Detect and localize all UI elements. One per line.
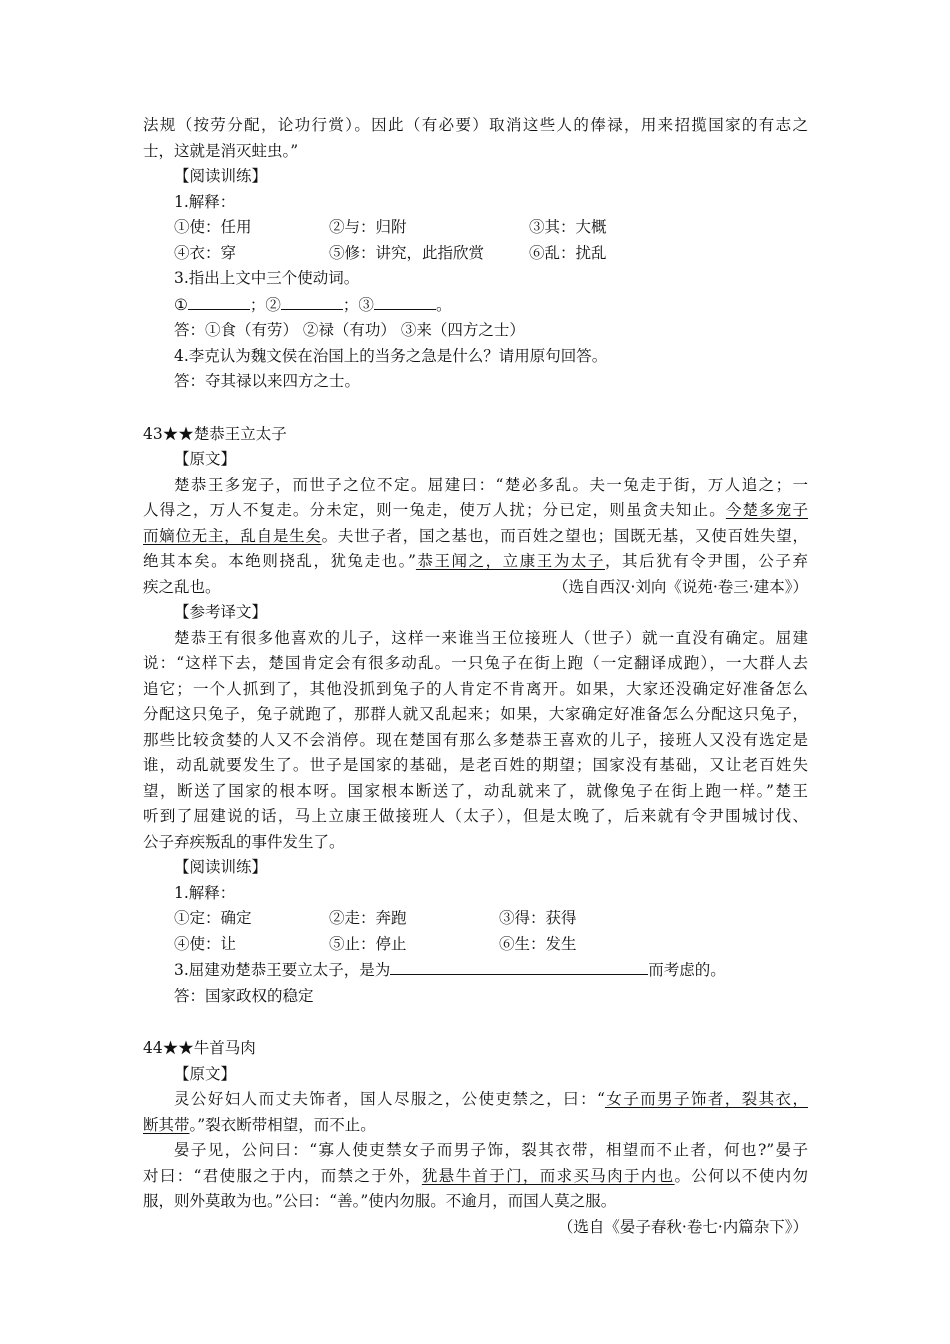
s43-original-line: 楚恭王多宠子，而世子之位不定。屈建曰：“楚必多乱。夫一兔走于街，万人追之；一 (174, 475, 808, 494)
blank-marker: ① (174, 295, 188, 314)
text: 。公何以不使内勿 (674, 1166, 808, 1185)
answer-blank[interactable] (374, 292, 436, 310)
s43-translation-label: 【参考译文】 (174, 603, 268, 621)
prev-q1: 1.解释： (174, 192, 236, 211)
prev-training-label: 【阅读训练】 (174, 167, 268, 185)
text: 而考虑的。 (648, 961, 726, 979)
s43-translation-line: 追它；一个人抓到了，其他没抓到兔子的人肯定不肯离开。如果，大家还没确定好准备怎么 (143, 679, 808, 698)
prev-translation-line: 士，这就是消灭蛀虫。” (143, 141, 299, 160)
s43-a3: 答：国家政权的稳定 (174, 986, 314, 1005)
s44-original-line (143, 1113, 808, 1139)
definition: ⑤修：讲究，此指欣赏 (329, 243, 485, 262)
prev-q4: 4.李克认为魏文侯在治国上的当务之急是什么？请用原句回答。 (174, 346, 608, 365)
s44-original-label: 【原文】 (174, 1064, 237, 1083)
definition: ⑥生：发生 (499, 934, 577, 953)
s43-original-label: 【原文】 (174, 450, 237, 468)
text: 灵公好妇人而丈夫饰者，国人尽服之，公使吏禁之，曰：“ (174, 1090, 605, 1108)
answer-blank[interactable] (390, 957, 648, 975)
s44-source-citation: （选自《晏子春秋·卷七·内篇杂下》） (557, 1217, 808, 1236)
s43-defs-row (143, 932, 808, 958)
underlined-text: 今楚多宠子 (725, 501, 808, 519)
text: 。”裂衣断带相望，而不止。 (189, 1115, 376, 1134)
s43-translation-line: 公子弃疾叛乱的事件发生了。 (143, 832, 345, 851)
s43-translation-line: 分配这只兔子，兔子就跑了，那群人就又乱起来；如果，大家确定好准备怎么分配这只兔子， (143, 705, 808, 723)
definition: ①定：确定 (174, 909, 252, 927)
text: 3.屈建劝楚恭王要立太子，是为 (174, 961, 391, 979)
s44-original-line (143, 1164, 808, 1190)
s44-original-line (143, 1087, 808, 1113)
underlined-text: 恭王闻之，立康王为太子 (415, 552, 605, 570)
answer-blank[interactable] (188, 292, 250, 310)
definition: ⑥乱：扰乱 (529, 243, 607, 262)
text: 绝其本矣。本绝则挠乱，犹兔走也。” (143, 552, 416, 570)
document-page (143, 113, 808, 1240)
prev-defs-row (143, 241, 808, 267)
definition: ④使：让 (174, 934, 237, 953)
blank-marker: ；② (249, 295, 281, 314)
text: 人得之，万人不复走。分未定，则一兔走，使万人扰；分已定，则虽贪夫知止。 (143, 501, 726, 519)
prev-q3-blanks (143, 292, 808, 319)
section-43-title: 43★★楚恭王立太子 (143, 424, 287, 443)
underlined-text: 而嫡位无主，乱自是生矣 (143, 526, 322, 545)
punct: 。 (435, 295, 452, 314)
s44-original-line: 晏子见，公问曰：“寡人使吏禁女子而男子饰，裂其衣带，相望而不止者，何也?”晏子 (174, 1141, 808, 1159)
prev-translation-line: 法规（按劳分配，论功行赏）。因此（有必要）取消这些人的俸禄，用来招揽国家的有志之 (143, 116, 808, 134)
s43-translation-line: 说：“这样下去，楚国肯定会有很多动乱。一只兔子在街上跑（一定翻译成跑），一大群人去 (143, 654, 808, 672)
section-44-title: 44★★牛首马肉 (143, 1039, 256, 1057)
prev-a3: 答：①食（有劳） ②禄（有功） ③来（四方之士） (174, 321, 525, 339)
text: 对曰：“君使服之于内，而禁之于外， (143, 1166, 422, 1185)
definition: ⑤止：停止 (329, 934, 407, 953)
s44-original-line: 服，则外莫敢为也。”公曰：“善。”使内勿服。不逾月，而国人莫之服。 (143, 1192, 617, 1210)
blank-marker: ；③ (342, 295, 374, 314)
s43-translation-line: 那些比较贪婪的人又不会消停。现在楚国有那么多楚恭王喜欢的儿子，接班人又没有选定是 (143, 730, 808, 749)
definition: ②走：奔跑 (329, 909, 407, 927)
text: ，其后犹有令尹围，公子弃 (604, 552, 808, 570)
s43-q3 (143, 957, 808, 984)
underlined-text: 女子而男子饰者，裂其衣， (604, 1090, 808, 1108)
s43-original-line (143, 549, 808, 575)
definition: ③得：获得 (499, 909, 577, 927)
definition: ②与：归附 (329, 218, 407, 236)
s43-translation-line: 望，断送了国家的根本呀。国家根本断送了，动乱就来了，就像兔子在街上跑一样。”楚王 (143, 781, 808, 800)
definition: ③其：大概 (529, 218, 607, 236)
prev-defs-row (143, 215, 808, 241)
text: 。夫世子者，国之基也，而百姓之望也；国既无基，又使百姓失望， (321, 526, 808, 545)
s43-original-last-line (143, 575, 808, 601)
definition: ①使：任用 (174, 218, 252, 236)
prev-a4: 答：夺其禄以来四方之士。 (174, 372, 361, 390)
s43-q1: 1.解释： (174, 883, 236, 902)
text: 疾之乱也。 (143, 577, 221, 596)
s43-translation-line: 楚恭王有很多他喜欢的儿子，这样一来谁当王位接班人（世子）就一直没有确定。屈建 (174, 628, 808, 647)
underlined-text: 断其带 (143, 1115, 190, 1134)
s43-training-label: 【阅读训练】 (174, 858, 268, 876)
s43-translation-line: 谁，动乱就要发生了。世子是国家的基础，是老百姓的期望；国家没有基础，又让老百姓失 (143, 756, 808, 774)
s43-original-line (143, 498, 808, 524)
s43-original-line (143, 524, 808, 550)
s43-defs-row (143, 906, 808, 932)
underlined-text: 犹悬牛首于门，而求买马肉于内也 (421, 1166, 675, 1185)
answer-blank[interactable] (281, 292, 343, 310)
prev-q3: 3.指出上文中三个使动词。 (174, 269, 360, 287)
s43-translation-line: 听到了屈建说的话，马上立康王做接班人（太子），但是太晚了，后来就有令尹围城讨伐、 (143, 807, 808, 825)
source-citation: （选自西汉·刘向《说苑·卷三·建本》） (552, 577, 808, 596)
definition: ④衣：穿 (174, 243, 237, 262)
